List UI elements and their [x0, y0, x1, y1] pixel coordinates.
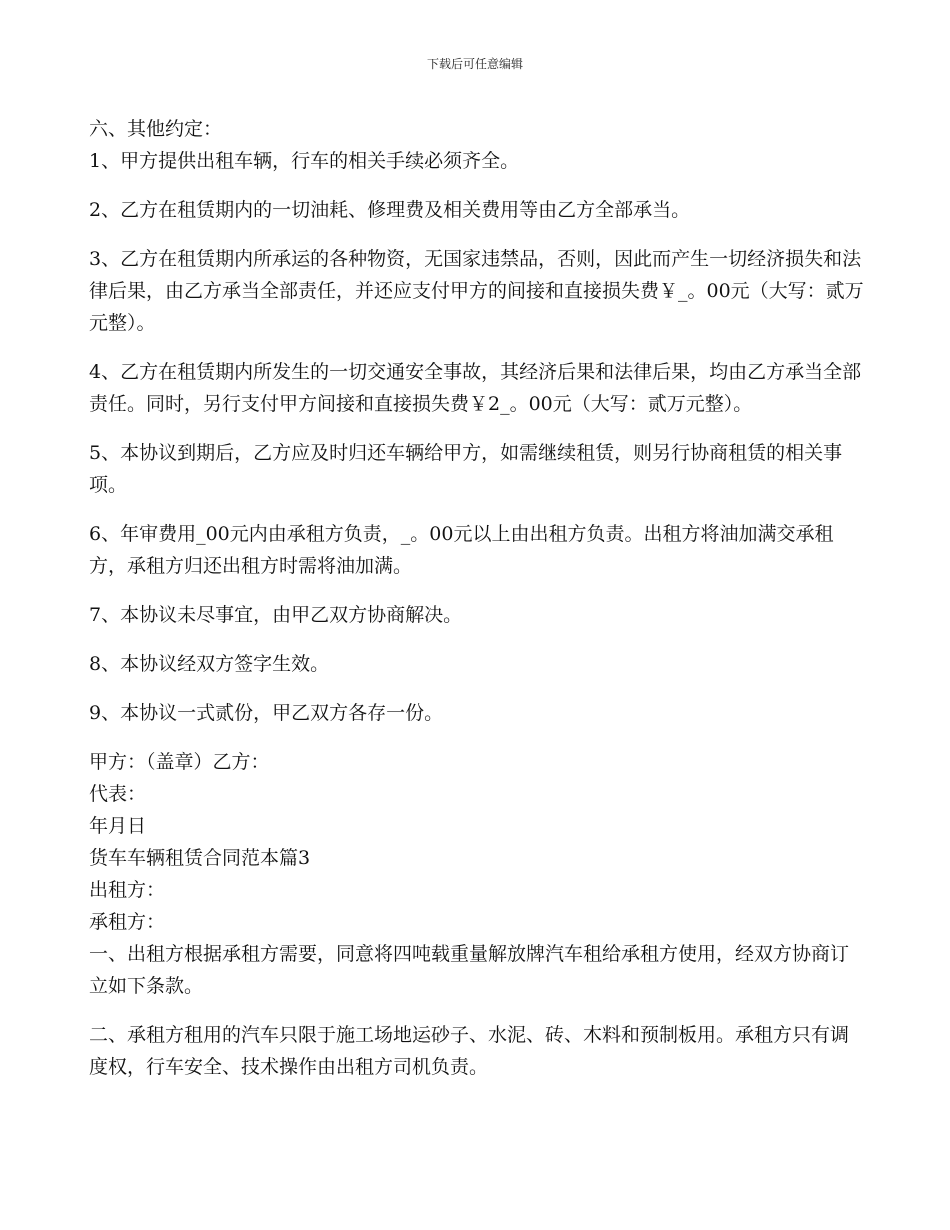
date-line: 年月日 [89, 815, 147, 837]
lessor-line: 出租方： [89, 879, 166, 901]
paragraph-6: 6、年审费用_00元内由承租方负责，_。00元以上由出租方负责。出租方将油加满交承租方，承租方归还出租方时需将油加满。 [89, 523, 834, 577]
clause-2: 二、承租方租用的汽车只限于施工场地运砂子、水泥、砖、木料和预制板用。承租方只有调度权，行车安全、技术操作由出租方司机负责。 [89, 1024, 850, 1078]
section-heading: 六、其他约定： [89, 118, 223, 140]
paragraph-1: 1、甲方提供出租车辆，行车的相关手续必须齐全。 [89, 150, 520, 172]
contract-title: 货车车辆租赁合同范本篇3 [89, 847, 311, 869]
lessee-line: 承租方： [89, 911, 166, 933]
paragraph-3: 3、乙方在租赁期内所承运的各种物资，无国家违禁品，否则，因此而产生一切经济损失和法律后果，由乙方承当全部责任，并还应支付甲方的间接和直接损失费￥_。00元（大写：贰万元整）。 [89, 248, 864, 334]
paragraph-8: 8、本协议经双方签字生效。 [89, 653, 330, 675]
document-body [89, 113, 864, 1083]
paragraph-5: 5、本协议到期后，乙方应及时归还车辆给甲方，如需继续租赁，则另行协商租赁的相关事项。 [89, 442, 843, 496]
representative-line: 代表： [89, 783, 147, 805]
paragraph-7: 7、本协议未尽事宜，由甲乙双方协商解决。 [89, 604, 463, 626]
page-header: 下载后可任意编辑 [426, 57, 523, 71]
paragraph-2: 2、乙方在租赁期内的一切油耗、修理费及相关费用等由乙方全部承当。 [89, 199, 691, 221]
clause-1: 一、出租方根据承租方需要，同意将四吨载重量解放牌汽车租给承租方使用，经双方协商订立如下条款。 [89, 943, 850, 997]
paragraph-9: 9、本协议一式贰份，甲乙双方各存一份。 [89, 702, 444, 724]
signature-line: 甲方：（盖章）乙方： [89, 751, 270, 773]
paragraph-4: 4、乙方在租赁期内所发生的一切交通安全事故，其经济后果和法律后果，均由乙方承当全部责任。同时，另行支付甲方间接和直接损失费￥2_。00元（大写：贰万元整）。 [89, 361, 862, 415]
